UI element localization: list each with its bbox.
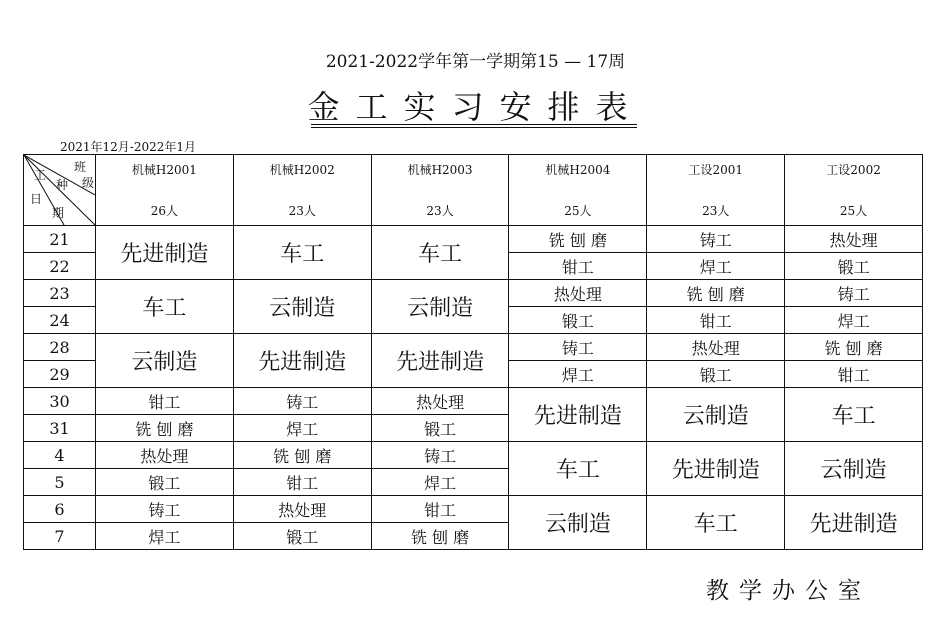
schedule-table [23,154,923,550]
day-cell: 21 [24,226,96,253]
schedule-cell: 先进制造 [509,388,647,442]
schedule-cell: 铣 刨 磨 [509,226,647,253]
class-name: 工设2002 [826,163,881,177]
schedule-cell: 焊工 [785,307,923,334]
schedule-cell: 铸工 [233,388,371,415]
title-underline [311,124,637,125]
table-row [24,496,923,523]
title-underline [311,127,637,128]
schedule-cell: 云制造 [371,280,509,334]
schedule-cell: 车工 [509,442,647,496]
schedule-cell: 铣 刨 磨 [233,442,371,469]
table-row [24,280,923,307]
schedule-cell: 钳工 [509,253,647,280]
office-signature: 教学办公室 [706,578,871,604]
day-cell: 7 [24,523,96,550]
schedule-cell: 锻工 [371,415,509,442]
table-row [24,226,923,253]
class-header [96,155,234,226]
class-header [371,155,509,226]
class-name: 工设2001 [688,163,743,177]
schedule-cell: 热处理 [785,226,923,253]
schedule-cell: 云制造 [233,280,371,334]
class-count: 23人 [702,204,730,218]
schedule-cell: 焊工 [509,361,647,388]
schedule-cell: 热处理 [96,442,234,469]
day-cell: 23 [24,280,96,307]
schedule-cell: 钳工 [785,361,923,388]
schedule-subtitle: 2021-2022学年第一学期第15 — 17周 [325,52,626,72]
schedule-cell: 钳工 [96,388,234,415]
schedule-cell: 锻工 [509,307,647,334]
class-header [785,155,923,226]
table-row [24,442,923,469]
schedule-cell: 先进制造 [647,442,785,496]
schedule-cell: 锻工 [785,253,923,280]
day-cell: 6 [24,496,96,523]
corner-label-ji: 级 [82,176,95,190]
schedule-cell: 铸工 [371,442,509,469]
day-cell: 28 [24,334,96,361]
schedule-cell: 云制造 [647,388,785,442]
schedule-cell: 先进制造 [96,226,234,280]
schedule-cell: 车工 [233,226,371,280]
class-header [647,155,785,226]
schedule-cell: 焊工 [647,253,785,280]
schedule-cell: 热处理 [233,496,371,523]
schedule-cell: 钳工 [371,496,509,523]
schedule-cell: 铣 刨 磨 [785,334,923,361]
schedule-cell: 热处理 [509,280,647,307]
corner-label-gong: 工 [34,168,47,182]
schedule-cell: 云制造 [509,496,647,550]
schedule-cell: 焊工 [233,415,371,442]
schedule-cell: 锻工 [647,361,785,388]
schedule-cell: 铣 刨 磨 [371,523,509,550]
day-cell: 4 [24,442,96,469]
schedule-cell: 铸工 [647,226,785,253]
class-name: 机械H2002 [269,163,335,177]
class-name: 机械H2003 [407,163,473,177]
class-name: 机械H2004 [545,163,611,177]
schedule-cell: 焊工 [371,469,509,496]
class-count: 23人 [288,204,316,218]
day-cell: 29 [24,361,96,388]
day-cell: 24 [24,307,96,334]
class-header [233,155,371,226]
corner-label-zhong: 种 [56,178,69,192]
class-header [509,155,647,226]
schedule-cell: 车工 [785,388,923,442]
schedule-cell: 铸工 [96,496,234,523]
class-name: 机械H2001 [131,163,197,177]
schedule-cell: 云制造 [96,334,234,388]
date-range: 2021年12月-2022年1月 [60,140,197,154]
schedule-cell: 焊工 [96,523,234,550]
schedule-cell: 先进制造 [233,334,371,388]
schedule-cell: 锻工 [96,469,234,496]
class-count: 25人 [564,204,592,218]
schedule-cell: 热处理 [647,334,785,361]
corner-header-cell [24,155,96,226]
corner-label-ri: 日 [30,192,43,206]
schedule-cell: 先进制造 [371,334,509,388]
schedule-cell: 铸工 [509,334,647,361]
schedule-cell: 钳工 [233,469,371,496]
header-row [24,155,923,226]
schedule-cell: 钳工 [647,307,785,334]
class-count: 26人 [150,204,179,218]
schedule-title: 金工实习安排表 [307,88,644,126]
day-cell: 31 [24,415,96,442]
schedule-cell: 车工 [647,496,785,550]
schedule-cell: 锻工 [233,523,371,550]
class-count: 23人 [426,204,454,218]
schedule-cell: 云制造 [785,442,923,496]
corner-label-qi: 期 [52,206,65,220]
schedule-cell: 铣 刨 磨 [647,280,785,307]
day-cell: 30 [24,388,96,415]
schedule-cell: 热处理 [371,388,509,415]
day-cell: 5 [24,469,96,496]
schedule-cell: 先进制造 [785,496,923,550]
day-cell: 22 [24,253,96,280]
schedule-cell: 车工 [96,280,234,334]
corner-label-ban: 班 [74,160,87,174]
schedule-cell: 车工 [371,226,509,280]
table-row [24,334,923,361]
class-count: 25人 [839,204,868,218]
schedule-cell: 铣 刨 磨 [96,415,234,442]
schedule-cell: 铸工 [785,280,923,307]
table-row [24,388,923,415]
